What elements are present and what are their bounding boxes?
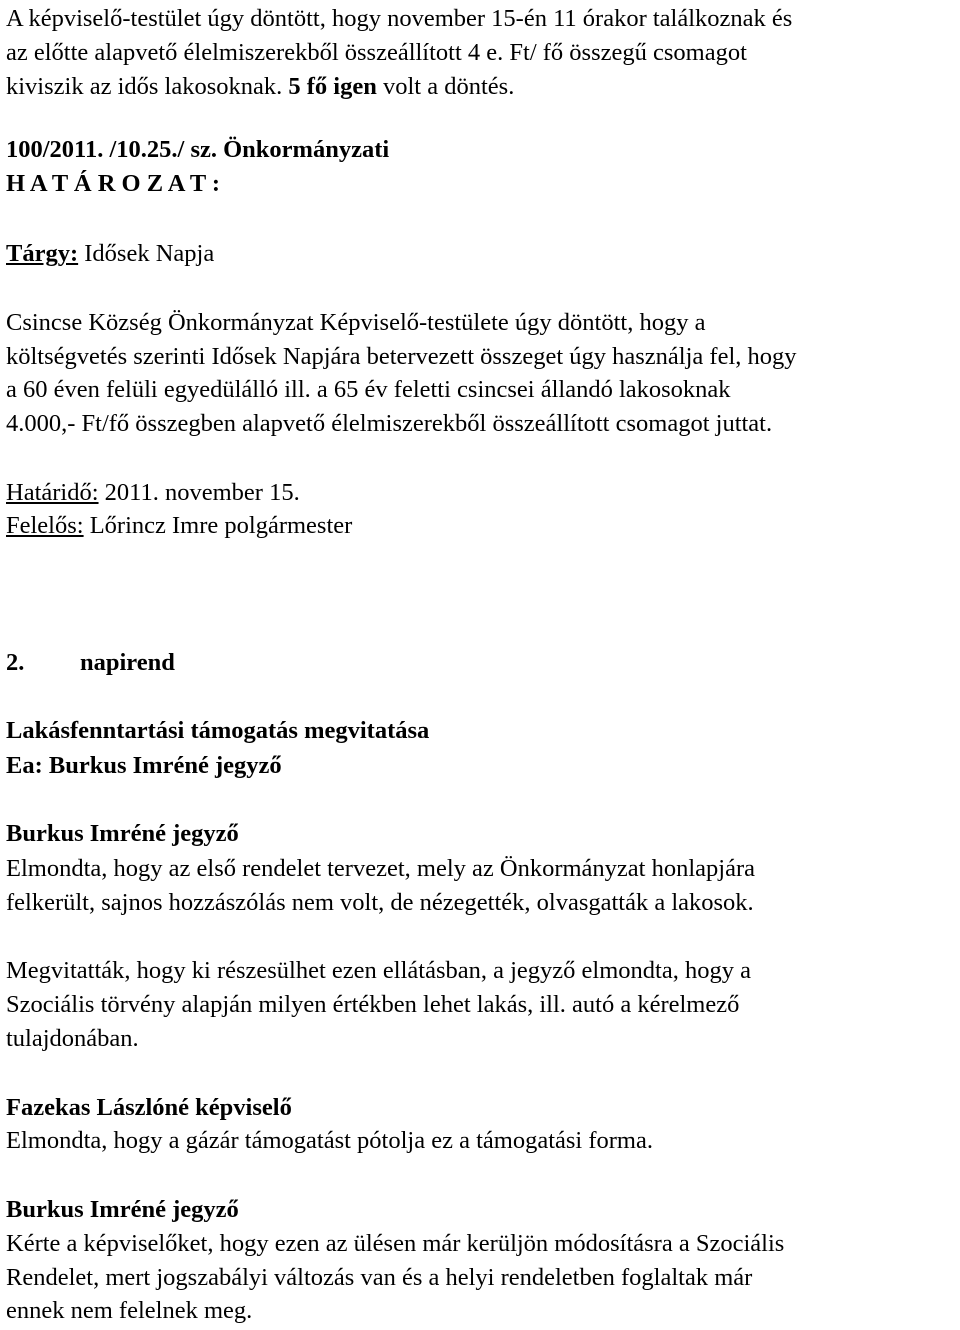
discussion-line: Megvitatták, hogy ki részesülhet ezen ellátásban, a jegyző elmondta, hogy a: [6, 957, 751, 984]
deadline-label: Határidő:: [6, 479, 99, 506]
resolution-responsible: [6, 509, 352, 543]
discussion-line: Rendelet, mert jogszabályi változás van és a helyi rendeletben foglaltak már: [6, 1264, 753, 1291]
resolution-body-line: a 60 éven felüli egyedülálló ill. a 65 év feletti csincsei állandó lakosoknak: [6, 376, 731, 403]
responsible-label: Felelős:: [6, 512, 84, 539]
intro-text-end: volt a döntés.: [376, 73, 515, 100]
resolution-body-line: 4.000,- Ft/fő összegben alapvető élelmiszerekből összeállított csomagot juttat.: [6, 410, 773, 437]
resolution-number: 100/2011. /10.25./ sz. Önkormányzati: [6, 136, 390, 163]
discussion-line: Szociális törvény alapján milyen értékben lehet lakás, ill. autó a kérelmező: [6, 991, 740, 1018]
discussion-line: felkerült, sajnos hozzászólás nem volt, de nézegették, olvasgatták a lakosok.: [6, 889, 754, 916]
subject-value: Idősek Napja: [78, 240, 215, 267]
intro-line-1: A képviselő-testület úgy döntött, hogy november 15-én 11 órakor találkoznak és: [6, 5, 793, 32]
vote-result: 5 fő igen: [288, 73, 377, 100]
agenda-presenter: Ea: Burkus Imréné jegyző: [6, 752, 282, 779]
subject-label: Tárgy:: [6, 240, 79, 267]
agenda-title: Lakásfenntartási támogatás megvitatása: [6, 717, 430, 744]
resolution-body-line: Csincse Község Önkormányzat Képviselő-testülete úgy döntött, hogy a: [6, 309, 706, 336]
discussion-line: Elmondta, hogy a gázár támogatást pótolja ez a támogatási forma.: [6, 1127, 653, 1154]
discussion-line: ennek nem felelnek meg.: [6, 1297, 253, 1324]
discussion-line: tulajdonában.: [6, 1025, 139, 1052]
intro-line-3: [6, 70, 514, 104]
discussion-line: Kérte a képviselőket, hogy ezen az ülésen már kerüljön módosításra a Szociális: [6, 1230, 785, 1257]
resolution-heading: H A T Á R O Z A T :: [6, 170, 221, 197]
agenda-number: 2.: [6, 649, 25, 676]
responsible-value: Lőrincz Imre polgármester: [83, 512, 353, 539]
speaker-name: Fazekas Lászlóné képviselő: [6, 1094, 292, 1121]
intro-line-2: az előtte alapvető élelmiszerekből összeállított 4 e. Ft/ fő összegű csomagot: [6, 39, 747, 66]
resolution-subject: [6, 237, 214, 271]
agenda-word: napirend: [80, 649, 175, 676]
resolution-body-line: költségvetés szerinti Idősek Napjára betervezett összeget úgy használja fel, hogy: [6, 343, 797, 370]
speaker-name: Burkus Imréné jegyző: [6, 820, 239, 847]
resolution-deadline: [6, 476, 300, 510]
deadline-value: 2011. november 15.: [98, 479, 300, 506]
intro-text: kiviszik az idős lakosoknak.: [6, 73, 289, 100]
speaker-name: Burkus Imréné jegyző: [6, 1196, 239, 1223]
discussion-line: Elmondta, hogy az első rendelet tervezet, mely az Önkormányzat honlapjára: [6, 855, 755, 882]
